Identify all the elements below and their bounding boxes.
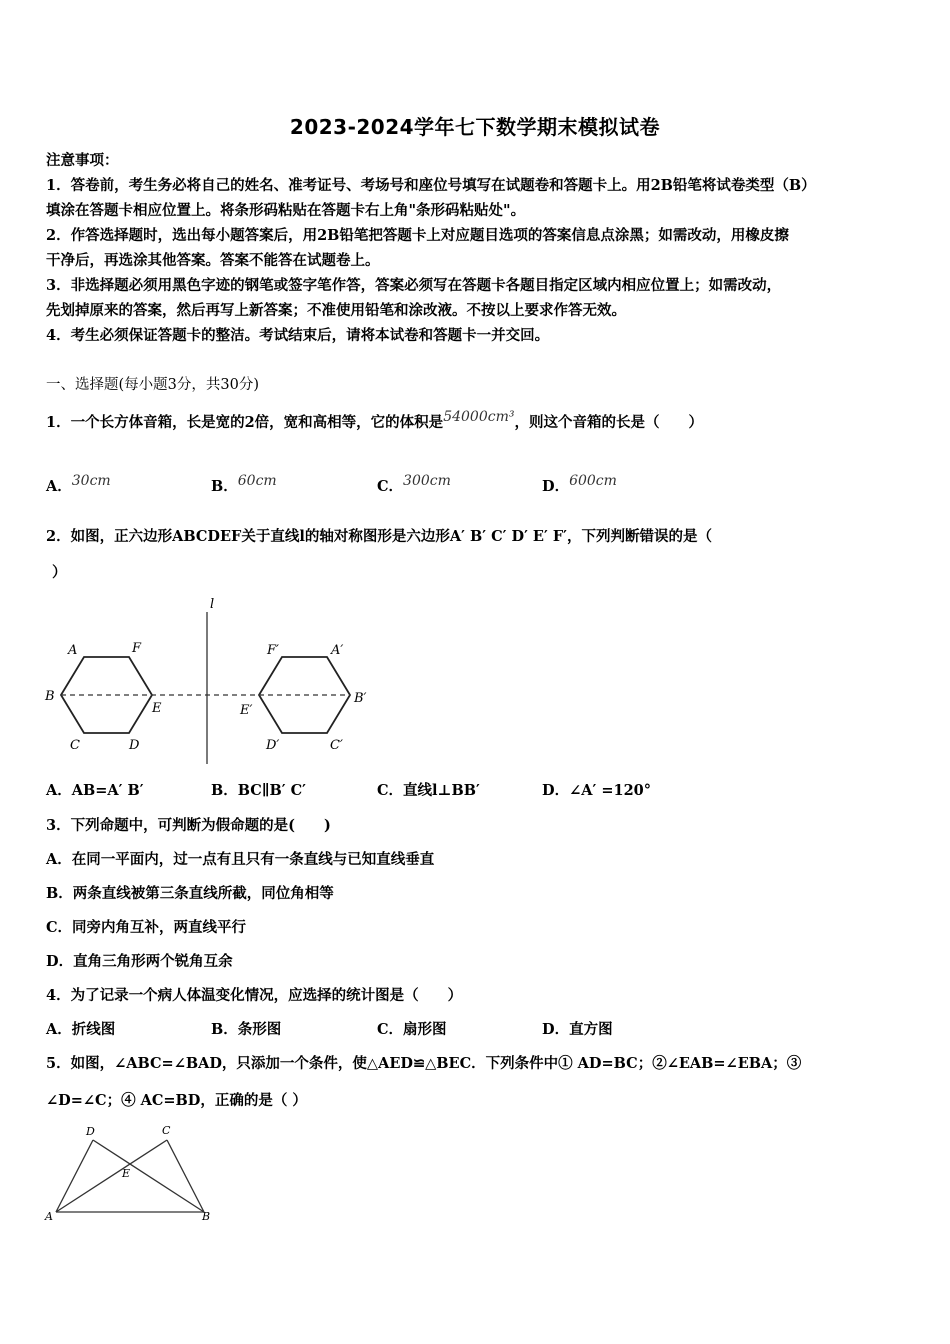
question-2-stem-end: ）: [52, 564, 67, 581]
q3-option: A．在同一平面内，过一点有且只有一条直线与已知直线垂直: [46, 851, 435, 868]
option-value: ∠A′ =120°: [569, 782, 652, 799]
notice-line: 4．考生必须保证答题卡的整洁。考试结束后，请将本试卷和答题卡一并交回。: [46, 327, 550, 344]
option-value: 300cm: [403, 473, 451, 489]
label-b: B: [202, 1210, 211, 1223]
segment-ac: [56, 1140, 167, 1212]
q1-option-d: [542, 473, 617, 497]
option-value: 折线图: [71, 1021, 116, 1038]
label-a: A: [68, 643, 78, 658]
label-a: A: [45, 1210, 53, 1223]
notice-line: 3．非选择题必须用黑色字迹的钢笔或签字笔作答，答案必须写在答题卡各题目指定区域内相应位置上；如需改动，: [46, 277, 782, 294]
label-d-prime: D′: [266, 738, 280, 753]
option-label: A．: [46, 782, 72, 799]
question-3-stem: 3．下列命题中，可判断为假命题的是( ): [46, 817, 331, 834]
q1-option-b: [211, 473, 277, 497]
notice-line: 干净后，再选涂其他答案。答案不能答在试题卷上。: [46, 252, 380, 269]
question-2-stem: 2．如图，正六边形ABCDEF关于直线l的轴对称图形是六边形A′ B′ C′ D′ E′ F′，下列判断错误的是（: [46, 528, 712, 545]
notice-line: 填涂在答题卡相应位置上。将条形码粘贴在答题卡右上角"条形码粘贴处"。: [46, 202, 526, 219]
option-label: C．: [377, 1021, 404, 1038]
q4-option-c: [377, 1020, 447, 1040]
q3-option: D．直角三角形两个锐角互余: [46, 953, 233, 970]
question-4-stem: 4．为了记录一个病人体温变化情况，应选择的统计图是（ ）: [46, 987, 463, 1004]
q3-option: C．同旁内角互补，两直线平行: [46, 919, 247, 936]
label-c: C: [162, 1124, 171, 1137]
notice-line: 先划掉原来的答案，然后再写上新答案；不准使用铅笔和涂改液。不按以上要求作答无效。: [46, 302, 626, 319]
label-f-prime: F′: [267, 643, 279, 658]
label-c: C: [70, 738, 80, 753]
notice-heading: 注意事项：: [46, 152, 119, 169]
question-1-stem: [46, 409, 703, 433]
question-5-stem: 5．如图，∠ABC=∠BAD，只添加一个条件，使△AED≌△BEC．下列条件中① AD=BC；②∠EAB=∠EBA；③: [46, 1055, 802, 1072]
page-title: 2023-2024学年七下数学期末模拟试卷: [289, 115, 661, 139]
option-value: 扇形图: [403, 1021, 447, 1038]
q2-option-d: [542, 781, 651, 801]
q1-option-a: [46, 473, 111, 497]
q2-option-a: [46, 781, 144, 801]
q4-option-b: [211, 1020, 281, 1040]
notice-line: 1．答卷前，考生务必将自己的姓名、准考证号、考场号和座位号填写在试题卷和答题卡上。用2B铅笔将试卷类型（B）: [46, 177, 816, 194]
q5-triangle-figure: [40, 1120, 230, 1230]
option-label: B．: [211, 478, 238, 495]
question-5-stem-end: ∠D=∠C；④ AC=BD，正确的是（ ）: [46, 1092, 307, 1109]
label-e-prime: E′: [240, 703, 253, 718]
label-b: B: [45, 689, 55, 704]
option-value: 30cm: [71, 473, 111, 489]
option-label: C．: [377, 478, 404, 495]
option-label: A．: [46, 1021, 72, 1038]
q1-text-after: ，则这个音箱的长是（ ）: [514, 414, 703, 431]
q2-option-c: [377, 781, 480, 801]
option-value: BC∥B′ C′: [237, 782, 306, 799]
label-a-prime: A′: [331, 643, 344, 658]
q4-option-a: [46, 1020, 115, 1040]
label-d: D: [129, 738, 140, 753]
label-d: D: [86, 1125, 95, 1138]
label-e: E: [152, 701, 162, 716]
q4-option-d: [542, 1020, 613, 1040]
segment-ad: [56, 1140, 93, 1212]
option-label: C．: [377, 782, 404, 799]
option-label: D．: [542, 1021, 570, 1038]
label-e: E: [122, 1167, 131, 1180]
option-value: 600cm: [569, 473, 617, 489]
label-l: l: [210, 597, 215, 612]
option-value: 条形图: [237, 1021, 282, 1038]
option-value: AB=A′ B′: [71, 782, 144, 799]
label-b-prime: B′: [354, 691, 367, 706]
label-f: F: [132, 641, 142, 656]
option-value: 直线l⊥BB′: [403, 782, 480, 799]
option-label: D．: [542, 782, 570, 799]
q3-option: B．两条直线被第三条直线所截，同位角相等: [46, 885, 334, 902]
option-label: A．: [46, 478, 72, 495]
option-label: B．: [211, 782, 238, 799]
segment-bd: [93, 1140, 204, 1212]
option-value: 直方图: [569, 1021, 613, 1038]
q1-text-before: 1．一个长方体音箱，长是宽的2倍，宽和高相等，它的体积是: [46, 414, 444, 431]
segment-bc: [167, 1140, 204, 1212]
q2-option-b: [211, 781, 306, 801]
option-value: 60cm: [237, 473, 277, 489]
label-c-prime: C′: [330, 738, 343, 753]
q2-hexagon-figure: [40, 592, 380, 772]
q1-volume: 54000cm³: [443, 409, 515, 425]
q1-option-c: [377, 473, 451, 497]
notice-line: 2．作答选择题时，选出每小题答案后，用2B铅笔把答题卡上对应题目选项的答案信息点涂黑；如需改动，用橡皮擦: [46, 227, 789, 244]
option-label: D．: [542, 478, 570, 495]
section-heading: 一、选择题(每小题3分，共30分): [46, 377, 259, 393]
option-label: B．: [211, 1021, 238, 1038]
